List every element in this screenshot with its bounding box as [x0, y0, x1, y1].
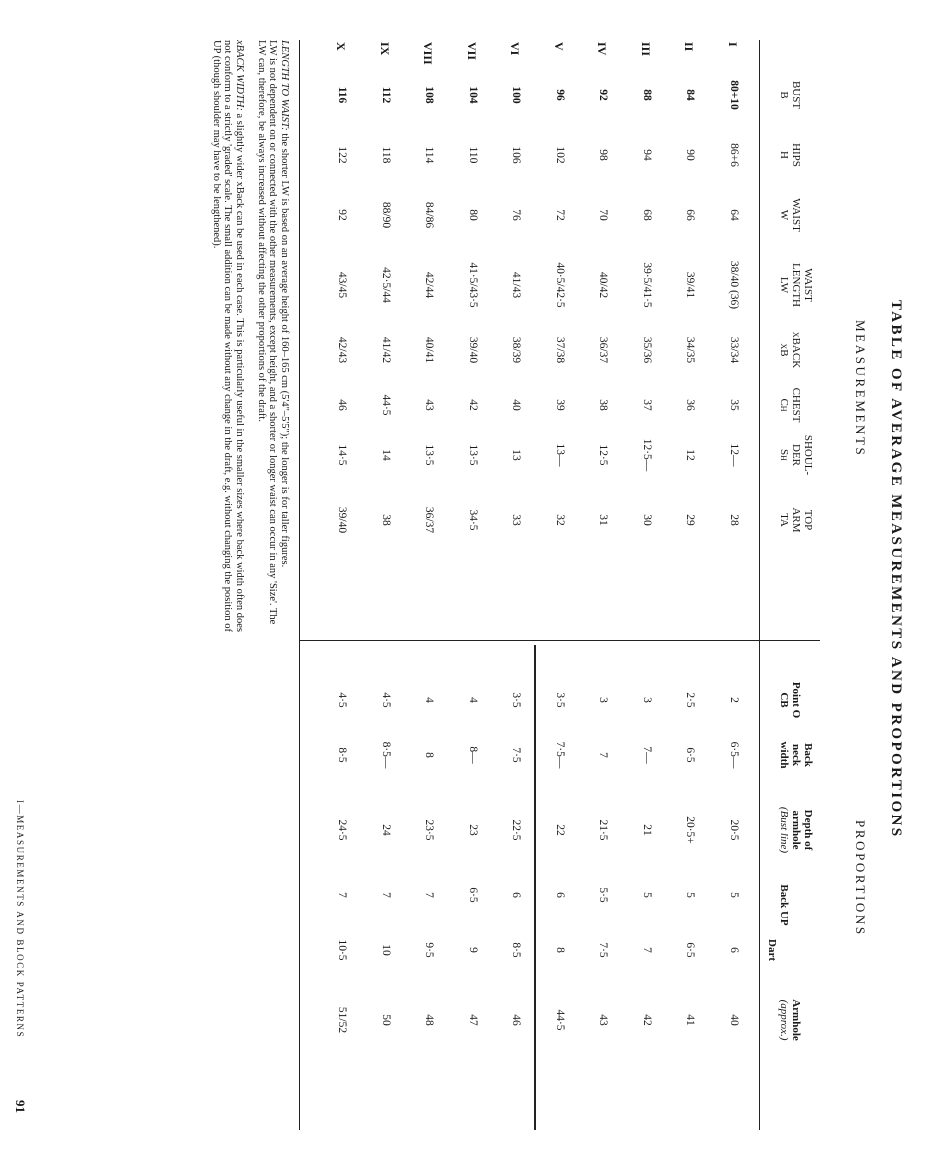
measurement-cell: 14	[380, 449, 392, 461]
measurement-cell: 84/86	[423, 201, 436, 229]
header-line: B	[778, 91, 790, 99]
proportion-cell: 3	[597, 697, 610, 703]
measurement-cell: 39/41	[684, 271, 697, 299]
measurement-cell: 39·5/41·5	[641, 262, 653, 308]
proportion-cell: 50	[380, 1014, 392, 1026]
header-line: CB	[778, 692, 790, 708]
proportion-cell: 7	[423, 892, 436, 898]
proportion-cell: 23·5	[423, 819, 436, 841]
header-line: width	[778, 741, 790, 769]
header-depth-armhole	[778, 785, 814, 875]
measurement-cell: 35	[728, 399, 740, 411]
proportion-cell: 51/52	[336, 1006, 349, 1034]
measurement-cell: 94	[641, 149, 653, 161]
measurement-cell: 33	[510, 514, 523, 526]
proportion-cell: 22	[554, 824, 566, 836]
proportion-cell: 22·5	[510, 819, 523, 841]
measurement-cell: 72	[554, 209, 566, 221]
header-line: neck	[790, 744, 802, 766]
proportion-cell: 2	[728, 697, 740, 703]
header-line: WAIST	[790, 198, 802, 232]
measurement-header-3	[778, 250, 814, 320]
proportion-cell: 7·5—	[554, 741, 566, 769]
header-dart	[766, 925, 778, 975]
proportion-cell: 24	[380, 824, 392, 836]
note-xb-label: xBACK WIDTH:	[234, 40, 245, 111]
measurement-cell: 36/37	[597, 336, 610, 364]
proportion-cell: 6·5	[684, 942, 697, 958]
group-separator	[534, 645, 536, 1130]
header-line: Dart	[766, 939, 778, 961]
note-xb-line-1: a slightly wider xBack can be used in each case. This is particularly useful in the smaller sizes where back width often does	[234, 110, 245, 633]
measurement-cell: 122	[336, 146, 349, 164]
proportion-cell: 7	[641, 947, 653, 953]
measurement-cell: 90	[684, 149, 697, 161]
size-label: V	[552, 42, 566, 51]
measurement-cell: 104	[467, 86, 479, 104]
proportion-cell: 8—	[467, 746, 479, 764]
header-line: Ch	[778, 398, 790, 412]
measurement-cell: 14·5	[336, 444, 349, 466]
measurement-cell: 92	[336, 209, 349, 221]
header-line: TA	[778, 513, 790, 527]
proportion-cell: 7	[597, 752, 610, 758]
header-line: SHOUL-	[802, 434, 814, 476]
note-lw-line-3: LW can, therefore, be always increased without affecting the other proportions of the draft.	[256, 40, 267, 422]
measurement-cell: 40/41	[423, 336, 436, 364]
proportion-cell: 5	[684, 892, 697, 898]
size-label: I	[726, 42, 740, 47]
measurement-cell: 13·5	[467, 444, 479, 466]
measurement-cell: 46	[336, 399, 349, 411]
header-line: TOP	[802, 509, 814, 531]
proportion-cell: 40	[728, 1014, 740, 1026]
measurement-cell: 98	[597, 149, 610, 161]
size-label: VI	[508, 42, 523, 56]
proportion-cell: 2·5	[684, 692, 697, 708]
proportion-cell: 43	[597, 1014, 610, 1026]
measurement-cell: 43/45	[336, 271, 349, 299]
measurement-cell: 37	[641, 399, 653, 411]
measurement-cell: 110	[467, 146, 479, 164]
measurement-cell: 39	[554, 399, 566, 411]
proportion-cell: 3	[641, 697, 653, 703]
measurement-cell: 36/37	[423, 506, 436, 534]
proportion-cell: 7	[336, 892, 349, 898]
proportion-cell: 6·5	[467, 887, 479, 903]
measurement-cell: 38/39	[510, 336, 523, 364]
measurement-cell: 66	[684, 209, 697, 221]
measurement-cell: 37/38	[554, 336, 566, 364]
measurement-cell: 33/34	[728, 336, 740, 364]
header-line: Back UP	[778, 884, 790, 926]
size-label: X	[334, 42, 349, 51]
measurement-cell: 29	[684, 514, 697, 526]
header-line: Point O	[790, 681, 802, 719]
measurement-cell: 30	[641, 514, 653, 526]
measurement-cell: 12—	[728, 443, 740, 467]
proportion-cell: 4·5	[336, 692, 349, 708]
measurement-cell: 39/40	[336, 506, 349, 534]
header-back-neck	[778, 725, 814, 785]
measurement-cell: 88/90	[380, 201, 392, 229]
proportion-cell: 20·5	[728, 819, 740, 841]
note-lw-line-1: the shorter LW is based on an average height of 160–165 cm (5'4"–5'5"); the longer is for taller figures.	[279, 130, 290, 568]
measurement-cell: 102	[554, 146, 566, 164]
measurement-cell: 70	[597, 209, 610, 221]
proportion-cell: 21·5	[597, 819, 610, 841]
measurement-cell: 84	[684, 89, 697, 101]
proportion-cell: 7	[380, 892, 392, 898]
column-divider	[300, 640, 820, 641]
measurement-cell: 116	[336, 86, 349, 104]
proportion-cell: 46	[510, 1014, 523, 1026]
proportion-cell: 44·5	[554, 1009, 566, 1031]
size-label: III	[639, 42, 653, 57]
measurement-cell: 32	[554, 514, 566, 526]
measurement-cell: 13·5	[423, 444, 436, 466]
measurement-cell: 38	[597, 399, 610, 411]
measurement-cell: 42	[467, 399, 479, 411]
measurement-cell: 12·5	[597, 444, 610, 466]
measurement-cell: 40/42	[597, 271, 610, 299]
measurement-header-2	[778, 180, 802, 250]
proportion-cell: 8·5—	[380, 741, 392, 769]
measurement-cell: 39/40	[467, 336, 479, 364]
note-length-to-waist	[256, 40, 291, 624]
measurement-cell: 44·5	[380, 394, 392, 416]
measurement-cell: 80	[467, 209, 479, 221]
measurement-cell: 12·5—	[641, 438, 653, 472]
proportions-heading: PROPORTIONS	[853, 820, 868, 937]
proportion-cell: 10·5	[336, 939, 349, 961]
header-line: xBACK	[790, 331, 802, 369]
header-line: CHEST	[790, 387, 802, 423]
proportion-cell: 4	[423, 697, 436, 703]
proportion-cell: 42	[641, 1014, 653, 1026]
measurement-cell: 76	[510, 209, 523, 221]
measurement-cell: 38/40 (36)	[728, 260, 740, 310]
proportion-cell: 6	[510, 892, 523, 898]
measurement-cell: 68	[641, 209, 653, 221]
header-line: Depth of	[802, 809, 814, 851]
proportion-cell: 3·5	[510, 692, 523, 708]
proportion-cell: 47	[467, 1014, 479, 1026]
measurement-cell: 100	[510, 86, 523, 104]
measurement-cell: 41/43	[510, 271, 523, 299]
measurement-cell: 41/42	[380, 336, 392, 364]
proportion-cell: 4	[467, 697, 479, 703]
note-xb-line-2: not conform to a strictly 'graded' scale. The small addition can be made without any change in the draft, e.g. without changing the position of	[222, 40, 234, 633]
proportion-cell: 8·5	[510, 942, 523, 958]
measurement-cell: 42/43	[336, 336, 349, 364]
page-number: 91	[13, 1100, 28, 1113]
note-lw-line-2: LW is not dependent on or connected with the other measurements, except height, and a shorter or longer waist can occur in any 'Size'. The	[267, 40, 279, 625]
proportion-cell: 8·5	[336, 747, 349, 763]
header-line: HIPS	[790, 143, 802, 167]
header-line: LENGTH	[790, 263, 802, 307]
measurement-cell: 108	[423, 86, 436, 104]
proportion-cell: 8	[554, 947, 566, 953]
measurement-cell: 114	[423, 146, 436, 164]
measurement-cell: 96	[554, 89, 566, 101]
header-line: W	[778, 209, 790, 221]
measurement-cell: 43	[423, 399, 436, 411]
measurement-header-7	[778, 485, 814, 555]
header-line: WAIST	[802, 268, 814, 302]
measurement-cell: 34/35	[684, 336, 697, 364]
measurement-cell: 40·5/42·5	[554, 262, 566, 308]
proportion-cell: 5·5	[597, 887, 610, 903]
proportion-cell: 41	[684, 1014, 697, 1026]
note-lw-label: LENGTH TO WAIST:	[279, 40, 290, 131]
proportion-cell: 3·5	[554, 692, 566, 708]
proportion-cell: 7—	[641, 746, 653, 764]
header-line: BUST	[790, 80, 802, 110]
measurement-cell: 42·5/44	[380, 267, 392, 303]
measurement-cell: 112	[380, 86, 392, 104]
header-line: DER	[790, 444, 802, 466]
size-label: VIII	[421, 42, 436, 65]
measurement-cell: 42/44	[423, 271, 436, 299]
header-line: Back	[802, 743, 814, 767]
measurement-cell: 88	[641, 89, 653, 101]
measurement-cell: 41·5/43·5	[467, 262, 479, 308]
proportion-cell: 6·5—	[728, 741, 740, 769]
proportion-cell: 7·5	[510, 747, 523, 763]
header-line: H	[778, 151, 790, 159]
measurement-cell: 118	[380, 146, 392, 164]
proportion-cell: 48	[423, 1014, 436, 1026]
proportion-cell: 9·5	[423, 942, 436, 958]
measurement-cell: 31	[597, 514, 610, 526]
proportion-cell: 6	[554, 892, 566, 898]
running-footer: I—MEASUREMENTS AND BLOCK PATTERNS	[15, 800, 25, 1039]
note-xb-line-3: UP (though shoulder may have to be lengthened).	[211, 40, 222, 249]
measurement-cell: 13—	[554, 443, 566, 467]
header-rule	[759, 40, 760, 1130]
header-line: LW	[778, 276, 790, 294]
proportion-cell: 10	[380, 944, 392, 956]
table-bottom-rule	[299, 40, 300, 1130]
header-back-up	[778, 875, 790, 935]
size-label: VII	[465, 42, 479, 61]
size-label: IV	[595, 42, 610, 56]
proportion-cell: 20·5+	[684, 816, 697, 844]
proportion-cell: 24·5	[336, 819, 349, 841]
note-back-width	[211, 40, 246, 632]
proportion-cell: 21	[641, 824, 653, 836]
measurement-cell: 38	[380, 514, 392, 526]
header-line: Sh	[778, 449, 790, 461]
proportion-cell: 23	[467, 824, 479, 836]
proportion-cell: 7·5	[597, 942, 610, 958]
measurement-cell: 35/36	[641, 336, 653, 364]
size-label: IX	[378, 42, 392, 56]
header-subline: (Bust line)	[778, 806, 790, 854]
header-line: armhole	[790, 810, 802, 850]
proportion-cell: 8	[423, 752, 436, 758]
measurement-cell: 80+10	[728, 80, 740, 110]
measurement-cell: 92	[597, 89, 610, 101]
header-line: ARM	[790, 507, 802, 533]
measurement-cell: 106	[510, 146, 523, 164]
header-armhole	[778, 985, 802, 1055]
measurement-cell: 12	[684, 449, 697, 461]
proportion-cell: 5	[728, 892, 740, 898]
measurement-cell: 40	[510, 399, 523, 411]
proportion-cell: 5	[641, 892, 653, 898]
measurement-cell: 13	[510, 449, 523, 461]
proportion-cell: 6·5	[684, 747, 697, 763]
measurement-cell: 86+6	[728, 143, 740, 167]
size-label: II	[682, 42, 697, 52]
measurement-cell: 64	[728, 209, 740, 221]
proportion-cell: 4·5	[380, 692, 392, 708]
header-subline: (approx.)	[778, 999, 790, 1041]
header-line: xB	[778, 343, 790, 357]
measurements-heading: MEASUREMENTS	[853, 320, 868, 458]
measurement-cell: 28	[728, 514, 740, 526]
measurement-cell: 34·5	[467, 509, 479, 531]
proportion-cell: 9	[467, 947, 479, 953]
measurement-cell: 36	[684, 399, 697, 411]
measurement-header-6	[778, 420, 814, 490]
page-title: TABLE OF AVERAGE MEASUREMENTS AND PROPORTIONS	[888, 300, 904, 839]
proportion-cell: 6	[728, 947, 740, 953]
header-line: Armhole	[790, 999, 802, 1041]
